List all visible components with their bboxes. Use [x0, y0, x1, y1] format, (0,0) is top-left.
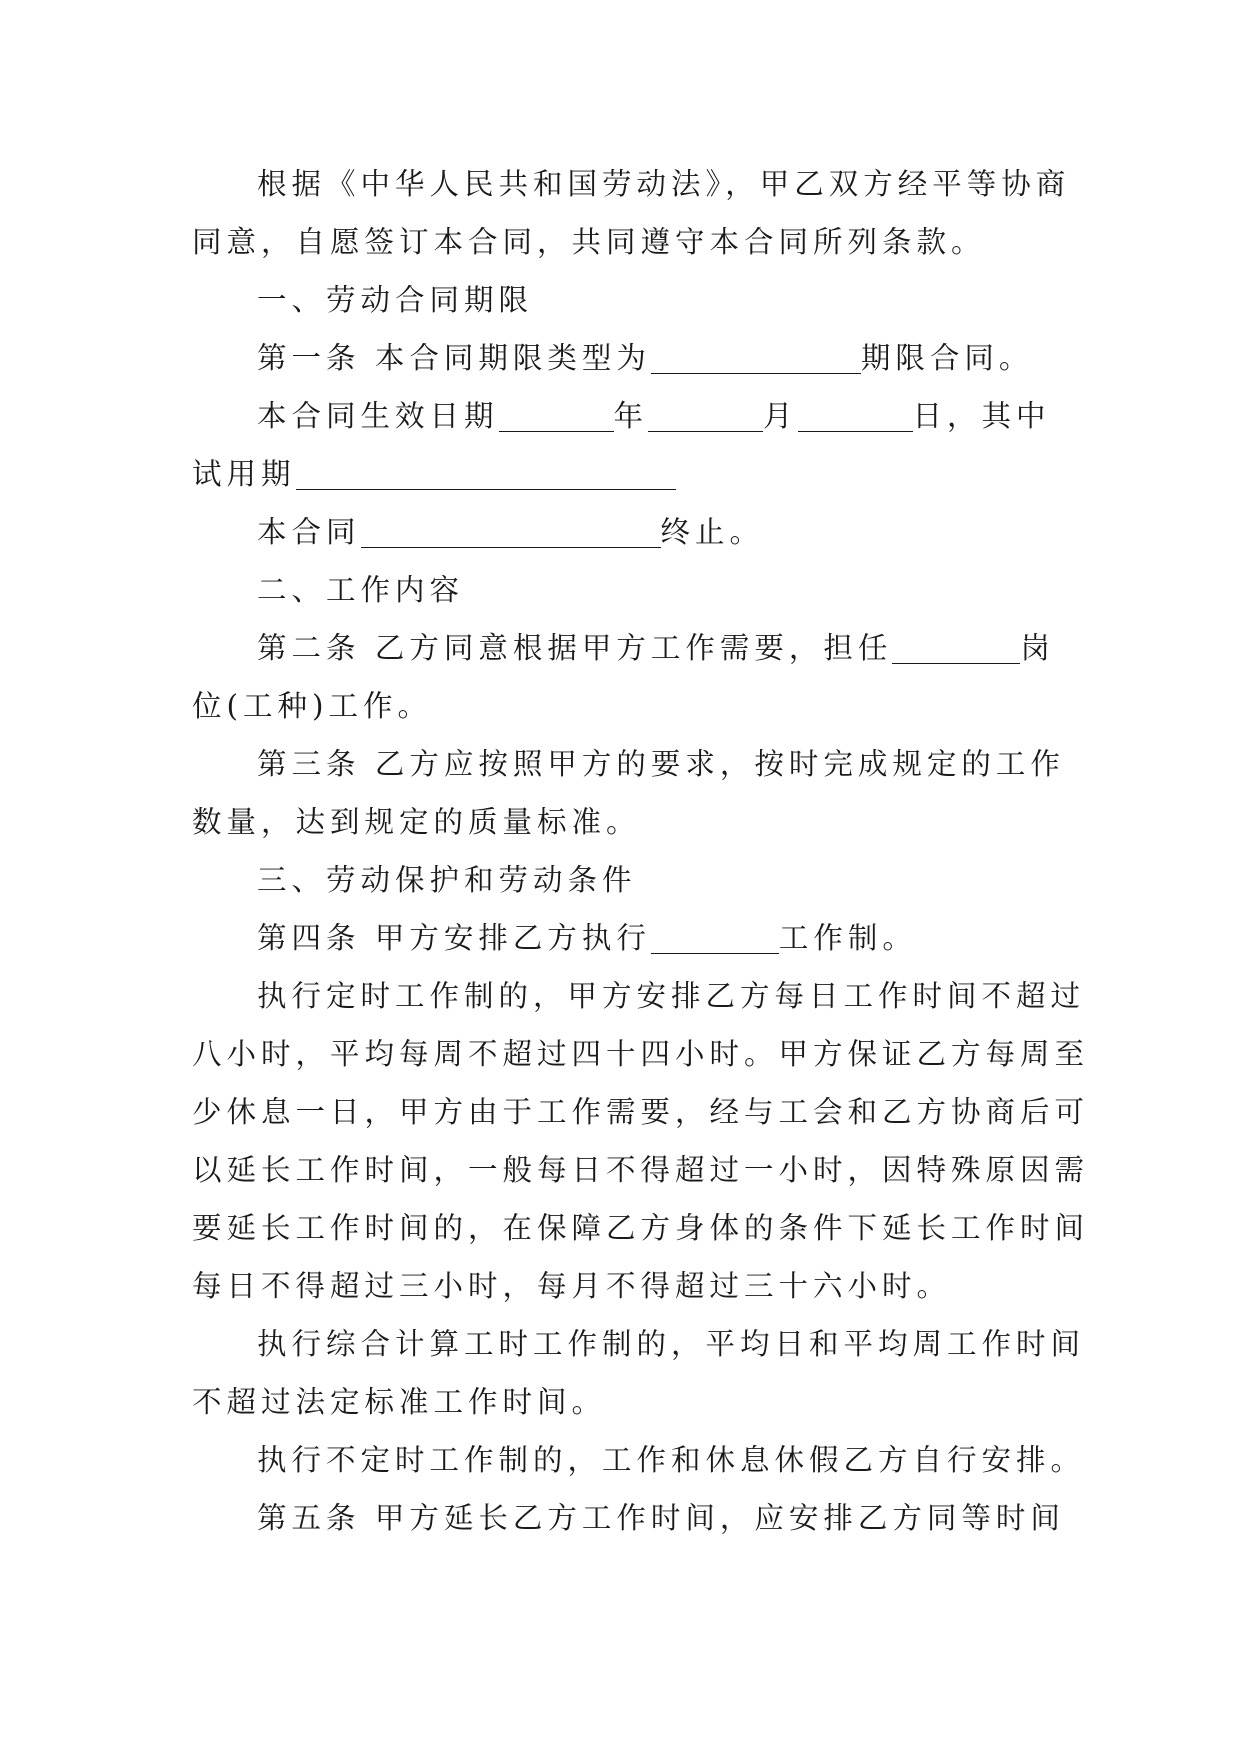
paragraph-line: 每日不得超过三小时，每月不得超过三十六小时。 — [192, 1269, 952, 1303]
month-label: 月 — [763, 399, 798, 433]
contract-type-blank[interactable] — [651, 342, 861, 374]
termination-suffix: 终止。 — [660, 515, 765, 549]
day-label: 日，其中 — [912, 399, 1051, 433]
trial-period-line — [192, 454, 676, 494]
article-2-line — [257, 628, 1055, 668]
article-4-prefix: 第四条 甲方安排乙方执行 — [257, 921, 651, 955]
article-1-suffix: 期限合同。 — [860, 341, 1034, 375]
paragraph-line: 位(工种)工作。 — [192, 689, 433, 723]
paragraph-line: 第五条 甲方延长乙方工作时间，应安排乙方同等时间 — [257, 1501, 1065, 1535]
paragraph-line: 要延长工作时间的，在保障乙方身体的条件下延长工作时间 — [192, 1211, 1090, 1245]
paragraph-line: 八小时，平均每周不超过四十四小时。甲方保证乙方每周至 — [192, 1037, 1090, 1071]
position-blank[interactable] — [892, 632, 1020, 664]
work-system-blank[interactable] — [651, 922, 779, 954]
year-blank[interactable] — [499, 400, 614, 432]
article-4-suffix: 工作制。 — [778, 921, 917, 955]
year-label: 年 — [613, 399, 649, 433]
paragraph-line: 数量，达到规定的质量标准。 — [192, 805, 641, 839]
paragraph-line: 根据《中华人民共和国劳动法》，甲乙双方经平等协商 — [257, 167, 1071, 201]
effective-date-label: 本合同生效日期 — [257, 399, 499, 433]
paragraph-line: 执行不定时工作制的，工作和休息休假乙方自行安排。 — [257, 1443, 1086, 1477]
section-heading: 三、劳动保护和劳动条件 — [257, 863, 637, 897]
article-2-prefix: 第二条 乙方同意根据甲方工作需要，担任 — [257, 631, 893, 665]
article-4-line — [257, 918, 917, 958]
section-heading: 一、劳动合同期限 — [257, 283, 534, 317]
month-blank[interactable] — [648, 400, 763, 432]
paragraph-line: 同意，自愿签订本合同，共同遵守本合同所列条款。 — [192, 225, 986, 259]
paragraph-line: 执行综合计算工时工作制的，平均日和平均周工作时间 — [257, 1327, 1086, 1361]
trial-period-label: 试用期 — [192, 457, 296, 491]
paragraph-line: 以延长工作时间，一般每日不得超过一小时，因特殊原因需 — [192, 1153, 1090, 1187]
termination-line — [257, 512, 764, 552]
termination-prefix: 本合同 — [257, 515, 361, 549]
article-1-line — [257, 338, 1033, 378]
day-blank[interactable] — [798, 400, 913, 432]
article-1-prefix: 第一条 本合同期限类型为 — [257, 341, 651, 375]
article-2-suffix: 岗 — [1020, 631, 1055, 665]
termination-blank[interactable] — [361, 516, 661, 548]
effective-date-line — [257, 396, 1051, 436]
paragraph-line: 少休息一日，甲方由于工作需要，经与工会和乙方协商后可 — [192, 1095, 1090, 1129]
paragraph-line: 执行定时工作制的，甲方安排乙方每日工作时间不超过 — [257, 979, 1086, 1013]
trial-period-blank[interactable] — [296, 458, 676, 490]
paragraph-line: 不超过法定标准工作时间。 — [192, 1385, 607, 1419]
section-heading: 二、工作内容 — [257, 573, 465, 607]
paragraph-line: 第三条 乙方应按照甲方的要求，按时完成规定的工作 — [257, 747, 1065, 781]
